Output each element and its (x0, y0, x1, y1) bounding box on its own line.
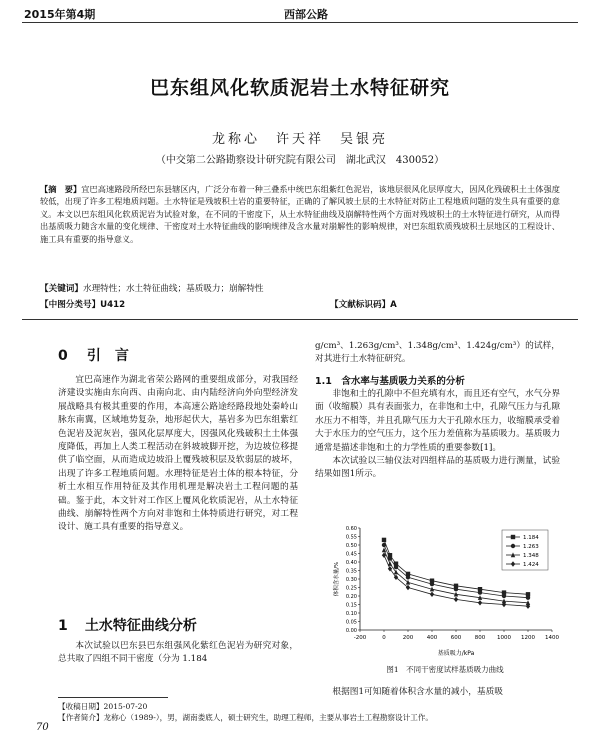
section-1-paragraph (58, 640, 298, 667)
intro-paragraph (58, 374, 298, 535)
intro-text: 宜巴高速作为湖北省荣公路网的重要组成部分，对我国经济建设实施由东向西、由南向北、由内陆经济向外向型经济发展战略具有极其重要的作用，本高速公路途经路段地处秦岭山脉东南翼，区域地势复杂，地形起伏大，基岩多为巴东组紫红色泥岩及泥灰岩，强风化层厚度大，因强风化残破积土土体强度降低，再加上人类工程活动在斜坡坡脚开挖，为边坡位移提供了临空面，从而造成边坡沿上覆残坡积层及软弱层的坡坏，出现了许多工程地质问题。水理特征是岩土体的根本特征，分析土水相互作用特征及其作用机理是解决岩土工程问题的基础。鉴于此，本文针对工作区上覆风化软质泥岩，从土水特征曲线、崩解特性两个方向对非饱和土体特质进行研究，对工程设计、施工具有重要的指导意义。 (58, 375, 298, 533)
legend-label: 1.263 (523, 544, 539, 550)
section-0-title: 引 言 (86, 348, 129, 364)
data-point (406, 585, 410, 590)
section-0-number: 0 (58, 348, 68, 364)
y-tick-label: 0.60 (345, 525, 357, 532)
x-tick-label: 800 (474, 635, 486, 641)
y-tick-label: 0.00 (345, 627, 357, 634)
section-1-number: 1 (58, 618, 68, 634)
y-tick-label: 0.45 (345, 551, 357, 558)
x-tick-label: 400 (426, 635, 438, 641)
legend-label: 1.348 (523, 553, 539, 559)
data-point (454, 587, 458, 591)
after-figure-paragraph (315, 686, 560, 699)
abstract (40, 183, 560, 245)
y-ticks (346, 526, 360, 634)
x-axis-label: 基质吸力/kPa (437, 650, 475, 657)
header-rule (22, 22, 578, 23)
data-point (454, 597, 458, 602)
abstract-label: 【摘 要】 (40, 184, 82, 194)
data-point (382, 543, 386, 547)
y-tick-label: 0.25 (345, 585, 357, 592)
received-date: 【收稿日期】2015-07-20 (58, 702, 148, 711)
x-tick-label: 600 (450, 635, 462, 641)
x-tick-label: 1200 (521, 635, 535, 641)
affiliation: （中交第二公路勘察设计研究院有限公司 湖北武汉 430052） (155, 155, 445, 166)
right-paragraphs (315, 388, 560, 482)
y-tick-label: 0.55 (345, 534, 357, 541)
y-tick-label: 0.30 (345, 576, 357, 583)
suction-chart (330, 522, 560, 660)
doc-code-label: 【文献标识码】 (330, 300, 391, 310)
y-tick-label: 0.35 (345, 568, 357, 575)
continuation-text: g/cm³、1.263g/cm³、1.348g/cm³、1.424g/cm³）的试样，对其进行土水特征研究。 (315, 341, 560, 365)
section-1-text: 本次试验以巴东县巴东组强风化紫红色泥岩为研究对象，总共取了四组不同干密度（分为 1.184 (58, 641, 298, 665)
abstract-text: 宜巴高速路段所经巴东县辖区内，广泛分布着一种三叠系中统巴东组紫红色泥岩，该地层很风化层厚度大，因风化残破积土土体强度较低，出现了许多工程地质问题。土水特征是残坡积土岩的重要特征，正确的了解风坡土层的土水特征对防止工程地质问题的发生具有重要的意义。本文以巴东组风化软质泥岩为试验对象，在不同的干密度下，从土水特征曲线及崩解特性两个方面对残坡积土的土水特征进行研究，从而得出基质吸力随含水量的变化规律、干密度对土水特征曲线的影响规律及含水量对崩解性的影响规律，对巴东组软质残坡积土层地区的工程设计、施工具有重要的指导意义。 (40, 184, 560, 244)
y-tick-label: 0.20 (345, 593, 357, 600)
x-tick-label: 0 (382, 635, 386, 641)
figure-caption: 图1 不同干密度试样基质吸力曲线 (386, 665, 504, 674)
y-tick-label: 0.10 (345, 610, 357, 617)
keywords (40, 282, 560, 294)
data-point (526, 596, 530, 600)
authors: 龙称心 许天祥 吴银亮 (211, 132, 388, 147)
data-point (382, 538, 386, 542)
right-continuation (315, 340, 560, 367)
after-figure-text: 根据图1可知随着体积含水量的减小，基质吸 (332, 687, 503, 697)
section-1-title: 土水特征曲线分析 (84, 618, 197, 634)
data-point (394, 565, 398, 569)
data-point (511, 544, 515, 548)
data-point (406, 580, 410, 585)
data-point (406, 575, 410, 579)
footnotes (58, 701, 563, 723)
test-paragraph: 本次试验以三轴仪法对四组样品的基质吸力进行测量，试验结果如图1所示。 (315, 456, 560, 480)
y-tick-label: 0.40 (345, 559, 357, 566)
keywords-label: 【关键词】 (40, 284, 83, 294)
data-point (430, 582, 434, 586)
abstract-rule (22, 319, 578, 320)
y-tick-label: 0.05 (345, 619, 357, 626)
footnote-rule (58, 697, 168, 698)
clc-label: 【中图分类号】 (40, 300, 101, 310)
x-tick-label: 1400 (545, 635, 559, 641)
section-0-heading (58, 345, 129, 365)
page-number: 70 (36, 722, 49, 733)
journal-issue: 2015年第4期 (24, 8, 96, 21)
author-bio: 【作者简介】龙称心（1989-），男，湖南娄底人，硕士研究生，助理工程师，主要从事岩土工程勘察设计工作。 (58, 713, 433, 722)
legend-label: 1.424 (523, 562, 539, 568)
clc (40, 298, 125, 310)
data-point (478, 600, 482, 605)
subsection-1-1: 1.1 含水率与基质吸力关系的分析 (315, 376, 465, 387)
y-tick-label: 0.15 (345, 602, 357, 609)
legend (502, 530, 548, 570)
x-tick-label: -200 (353, 635, 367, 641)
paper-title: 巴东组风化软质泥岩土水特征研究 (149, 77, 450, 99)
section-1-heading (58, 615, 197, 635)
keywords-text: 水理特性；水土特征曲线；基质吸力；崩解特性 (82, 284, 264, 294)
y-tick-label: 0.50 (345, 542, 357, 549)
data-point (502, 594, 506, 598)
journal-name: 西部公路 (284, 8, 328, 21)
x-tick-label: 1000 (497, 635, 511, 641)
data-point (511, 535, 515, 539)
y-axis-label: 体积含水量/% (334, 561, 340, 597)
doc-code-value: A (390, 300, 397, 310)
data-point (430, 592, 434, 597)
suction-paragraph: 非饱和土的孔隙中不但充填有水，而且还有空气，水气分界面（收缩膜）具有表面张力，在非饱和土中，孔隙气压力与孔隙水压力不相等，并且孔隙气压力大于孔隙水压力，收缩膜承受着大于水压力的空气压力，这个压力差值称为基质吸力。基质吸力通常是描述非饱和土的力学性质的重要参数[1]。 (315, 389, 560, 453)
data-point (478, 590, 482, 594)
x-ticks (354, 630, 560, 641)
doc-code (330, 298, 397, 310)
x-tick-label: 200 (402, 635, 414, 641)
legend-label: 1.184 (523, 535, 539, 541)
clc-value: U412 (100, 300, 126, 310)
